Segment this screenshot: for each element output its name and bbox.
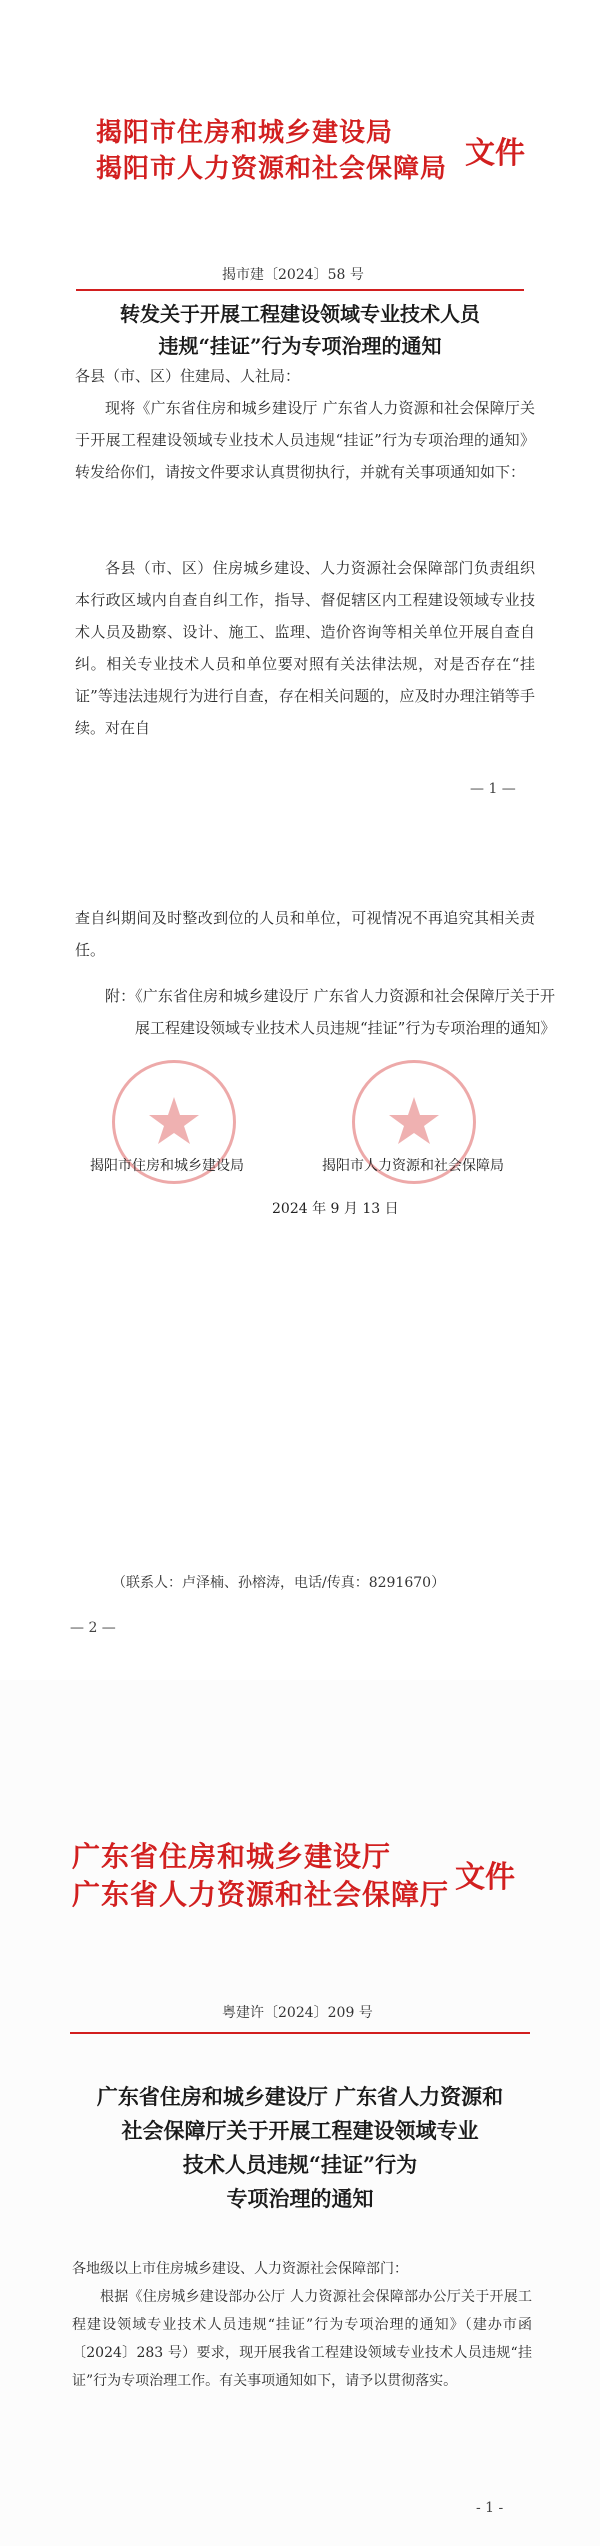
- issuer-line-2: 揭阳市人力资源和社会保障局: [96, 154, 448, 184]
- signature-right: 揭阳市人力资源和社会保障局: [322, 1158, 504, 1174]
- doc-number: 粤建许〔2024〕209 号: [222, 2005, 373, 2021]
- paragraph-1: 根据《住房城乡建设部办公厅 人力资源社会保障部办公厅关于开展工程建设领域专业技术人员违规“挂证”行为专项治理的通知》（建办市函〔2024〕283 号）要求，现开展我省工程建设领域专业技术人员违规“挂证”行为专项治理工作。有关事项通知如下，请予以贯彻落实。: [72, 2289, 532, 2389]
- wenjian-label: 文件: [455, 1860, 515, 1895]
- doc-title: [60, 298, 540, 362]
- red-rule: [76, 289, 524, 291]
- paragraph-1: 现将《广东省住房和城乡建设厅 广东省人力资源和社会保障厅关于开展工程建设领域专业技术人员违规“挂证”行为专项治理的通知》转发给你们，请按文件要求认真贯彻执行，并就有关事项通知如下：: [75, 399, 535, 481]
- title-line-2: 社会保障厅关于开展工程建设领域专业: [121, 2118, 479, 2143]
- title-line-3: 技术人员违规“挂证”行为: [182, 2152, 418, 2177]
- issuer-line-1: 广东省住房和城乡建设厅: [72, 1840, 392, 1873]
- paragraph-continued: 查自纠期间及时整改到位的人员和单位，可视情况不再追究其相关责任。: [75, 909, 535, 959]
- doc-number: 揭市建〔2024〕58 号: [222, 267, 364, 283]
- contact-info: （联系人：卢泽楠、孙榕涛，电话/传真：8291670）: [112, 1575, 446, 1591]
- recipient: 各县（市、区）住建局、人社局：: [75, 367, 301, 385]
- page-number-1: — 1 —: [470, 781, 516, 797]
- page-2: [0, 850, 600, 1680]
- page-number-2: — 2 —: [70, 1620, 116, 1636]
- doc-title: [50, 2080, 550, 2216]
- page-1: [0, 0, 600, 850]
- signature-left: 揭阳市住房和城乡建设局: [90, 1158, 244, 1174]
- red-rule: [70, 2032, 530, 2034]
- title-line-2: 违规“挂证”行为专项治理的通知: [158, 334, 442, 358]
- title-line-1: 广东省住房和城乡建设厅 广东省人力资源和: [96, 2084, 504, 2109]
- wenjian-label: 文件: [465, 136, 525, 171]
- recipient: 各地级以上市住房城乡建设、人力资源社会保障部门：: [72, 2261, 408, 2277]
- paragraph-2: 各县（市、区）住房城乡建设、人力资源社会保障部门负责组织本行政区域内自查自纠工作，指导、督促辖区内工程建设领域专业技术人员及勘察、设计、施工、监理、造价咨询等相关单位开展自查自纠。相关专业技术人员和单位要对照有关法律法规，对是否存在“挂证”等违法违规行为进行自查，存在相关问题的，应及时办理注销等手续。对在自: [75, 559, 535, 737]
- issuer-line-2: 广东省人力资源和社会保障厅: [72, 1878, 450, 1911]
- issue-date: 2024 年 9 月 13 日: [272, 1201, 399, 1217]
- page-3: [0, 1680, 600, 2546]
- title-line-1: 转发关于开展工程建设领域专业技术人员: [120, 302, 480, 326]
- attachment: 附：《广东省住房和城乡建设厅 广东省人力资源和社会保障厅关于开展工程建设领域专业技术人员违规“挂证”行为专项治理的通知》: [105, 987, 556, 1037]
- issuer-line-1: 揭阳市住房和城乡建设局: [96, 118, 394, 148]
- page-number-3: - 1 -: [476, 2500, 504, 2516]
- title-line-4: 专项治理的通知: [226, 2186, 374, 2211]
